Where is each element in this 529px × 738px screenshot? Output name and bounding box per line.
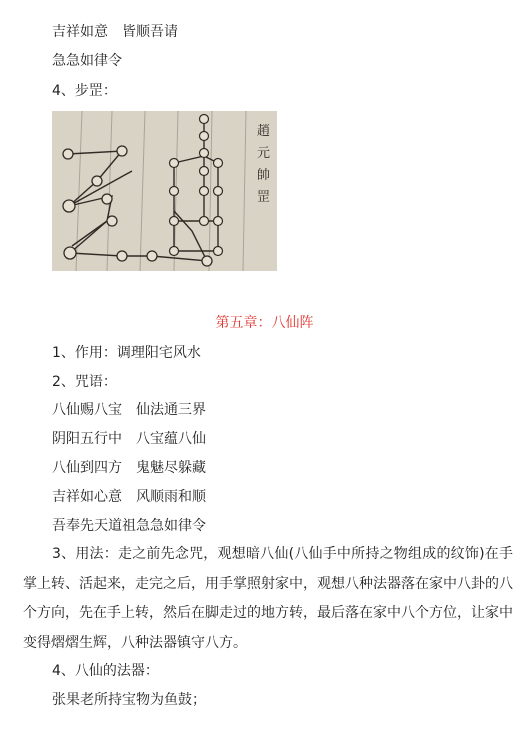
- vertical-char: 帥: [257, 168, 271, 183]
- text-line: 八仙赐八宝 仙法通三界: [52, 402, 206, 418]
- chapter-title: 第五章：八仙阵: [215, 315, 314, 331]
- usage-paragraph: 3、用法：走之前先念咒，观想暗八仙(八仙手中所持之物组成的纹饰)在手掌上转、活起来，走完之后，用手掌照射家中，观想八种法器落在家中八卦的八个方向，先在手上转，然后在脚走过的地方转，最后落在家中八个方位，让家中变得熠熠生辉，八种法器镇守八方。: [23, 546, 513, 651]
- text-line: 1、作用：调理阳宅风水: [52, 345, 201, 361]
- text-line: 4、八仙的法器：: [52, 663, 159, 679]
- text-line: 急急如律令: [52, 53, 122, 69]
- bugang-diagram-photo: [52, 111, 277, 271]
- vertical-char: 趙: [257, 124, 271, 139]
- text-line: 吉祥如心意 风顺雨和顺: [52, 489, 206, 505]
- text-line: 4、步罡：: [52, 83, 117, 99]
- text-line: 2、咒语：: [52, 374, 117, 390]
- text-line: 吾奉先天道祖急急如律令: [52, 518, 206, 534]
- vertical-char: 罡: [257, 190, 271, 205]
- text-line: 阴阳五行中 八宝蕴八仙: [52, 431, 206, 447]
- text-line: 吉祥如意 皆顺吾请: [52, 24, 178, 40]
- text-line: 八仙到四方 鬼魅尽躲藏: [52, 460, 206, 476]
- vertical-char: 元: [257, 146, 271, 161]
- text-line: 张果老所持宝物为鱼鼓；: [52, 692, 206, 708]
